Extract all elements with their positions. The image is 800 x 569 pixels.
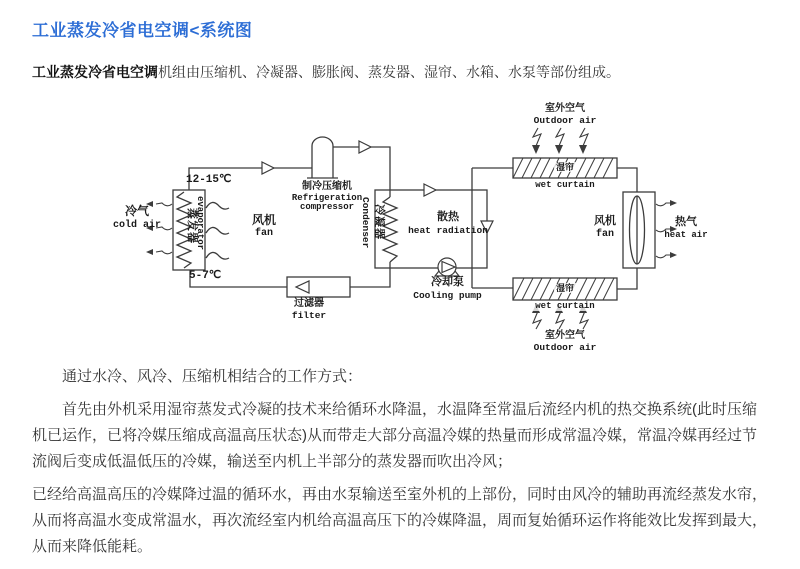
heat-air-label	[660, 217, 712, 240]
arrow-evap-out	[262, 162, 274, 174]
evaporator-en-label: evaporator	[195, 196, 205, 251]
cooling-pump-symbol	[435, 258, 459, 276]
compressor-cn: 制冷压缩机	[302, 181, 352, 192]
heat-air-en: heat air	[664, 229, 708, 240]
filter-en: filter	[291, 309, 327, 321]
fan-right-box	[623, 192, 655, 268]
heat-air-cn: 热气	[675, 216, 697, 228]
filter-cn: 过滤器	[294, 298, 324, 309]
wet-curtain-bottom-cn: 湿帘	[555, 283, 574, 293]
cooling-pump-en: Cooling pump	[413, 289, 482, 301]
intro-text: 机组由压缩机、冷凝器、膨胀阀、蒸发器、湿帘、水箱、水泵等部份组成。	[158, 64, 620, 80]
pipe-condenser-to-filter	[350, 262, 390, 287]
heat-radiation-en: heat radiation	[408, 224, 488, 236]
outdoor-air-top-arrows	[533, 128, 588, 146]
wet-curtain-bottom-en: wet curtain	[535, 300, 595, 311]
heat-radiation-label	[402, 212, 494, 236]
pipe-curtain-top-to-fan	[617, 168, 637, 192]
fan-left-label	[242, 214, 286, 239]
compressor-label	[285, 182, 369, 212]
heat-radiation-cn: 散热	[437, 211, 459, 223]
outdoor-air-bottom-arrows	[533, 311, 588, 329]
cold-air-cn: 冷气	[124, 204, 149, 218]
page-title: 工业蒸发冷省电空调<系统图	[32, 21, 253, 40]
fan-right-blade	[630, 196, 645, 264]
arrow-filter-left	[296, 281, 309, 293]
fan-right-cn: 风机	[594, 215, 616, 227]
cold-air-label	[106, 205, 168, 231]
temp-high-label: 12-15℃	[186, 174, 232, 186]
fan-right-en: fan	[595, 228, 614, 240]
wet-curtain-top-label	[513, 158, 617, 192]
cold-air-en: cold air	[112, 219, 161, 231]
compressor-en1: Refrigeration	[291, 192, 363, 203]
outdoor-air-top-arrowheads	[532, 145, 587, 154]
fan-right-label	[588, 216, 622, 240]
intro-keyword: 工业蒸发冷省电空调	[32, 64, 158, 80]
filter-label	[286, 299, 332, 320]
system-diagram	[0, 100, 800, 365]
fan-left-en: fan	[254, 227, 273, 239]
fan-left-cn: 风机	[251, 213, 276, 227]
arrow-tank-top	[424, 184, 436, 196]
compressor-symbol	[307, 137, 338, 178]
outdoor-air-bottom-en: Outdoor air	[533, 341, 597, 353]
wet-curtain-top-en: wet curtain	[535, 179, 595, 190]
condenser-en-label: Condenser	[360, 197, 371, 249]
fan-left-blades	[206, 202, 229, 259]
outdoor-air-top-en: Outdoor air	[533, 114, 597, 126]
wet-curtain-top-cn: 湿帘	[555, 162, 574, 172]
outdoor-air-bottom-cn: 室外空气	[545, 330, 585, 341]
outdoor-air-top-label	[520, 104, 610, 125]
intro-paragraph	[32, 62, 620, 82]
cooling-pump-label	[400, 277, 495, 301]
arrow-compressor-out	[359, 141, 371, 153]
evaporator-cn-label: 蒸发器	[186, 208, 198, 244]
cooling-pump-cn: 冷却泵	[431, 276, 464, 288]
paragraph-work-mode: 通过水冷、风冷、压缩机相结合的工作方式：	[62, 368, 363, 385]
temp-low-label: 5-7℃	[189, 270, 222, 282]
paragraph-process-1: 首先由外机采用湿帘蒸发式冷凝的技术来给循环水降温，水温降至常温后流经内机的热交换系统(此时压缩机已运作，已将冷媒压缩成高温高压状态)从而带走大部分高温冷媒的热量而形成常温冷媒，常温冷媒再经过节流阀后变成低温低压的冷媒，输送至内机上半部分的蒸发器而吹出冷风；	[32, 401, 758, 470]
outdoor-air-bottom-label	[520, 331, 610, 352]
wet-curtain-bottom-label	[513, 279, 617, 313]
condenser-cn-label: 冷凝器	[373, 204, 385, 240]
body-text	[32, 364, 768, 560]
compressor-en2: compressor	[299, 201, 354, 212]
outdoor-air-top-cn: 室外空气	[545, 103, 585, 114]
pipe-curtain-bottom-to-fan	[617, 268, 637, 289]
paragraph-process-2: 已经给高温高压的冷媒降过温的循环水，再由水泵输送至室外机的上部份，同时由风冷的辅助再流经蒸发水帘，从而将高温水变成常温水，再次流经室内机给高温高压下的冷媒降温，周而复始循环运作将能效比发挥到最大，从而来降低能耗。	[32, 486, 768, 555]
